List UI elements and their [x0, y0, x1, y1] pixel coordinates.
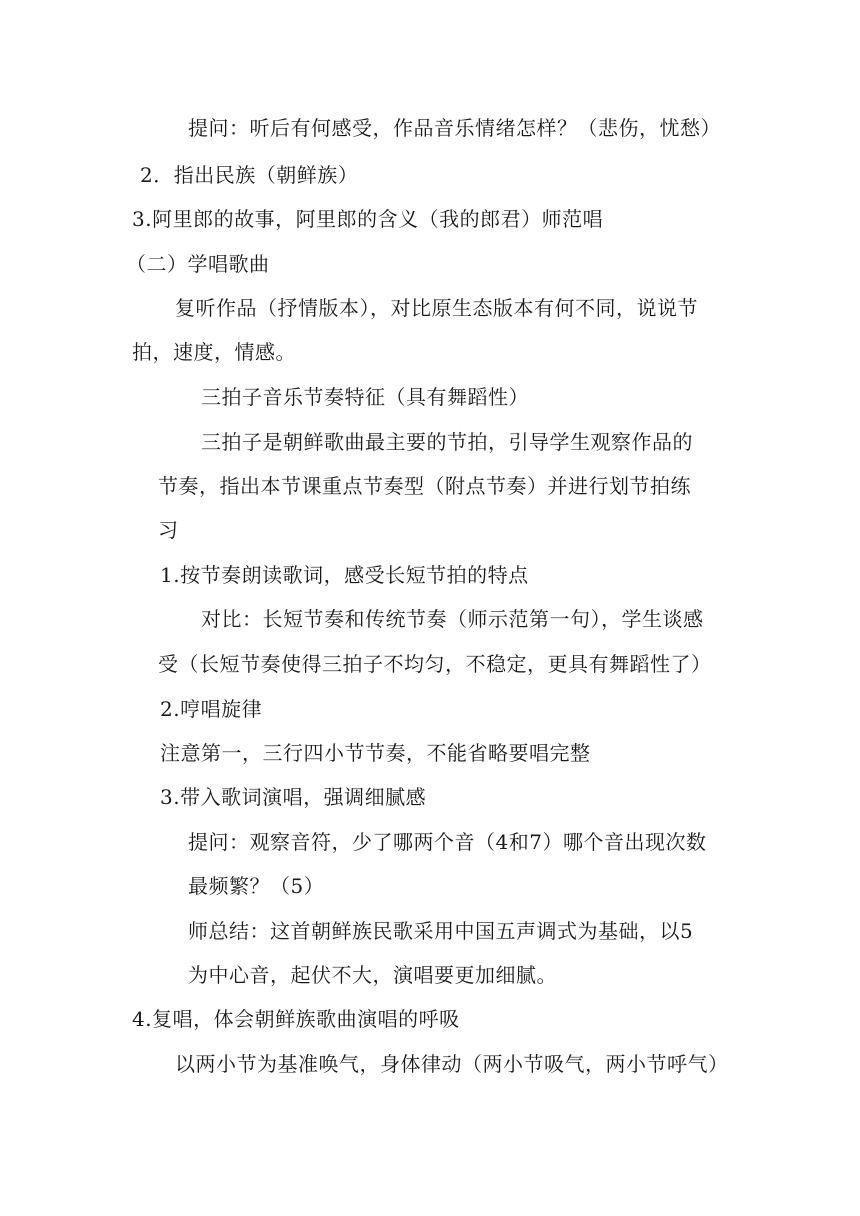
text-line-rhythm-type: 节奏，指出本节课重点节奏型（附点节奏）并进行划节拍练	[158, 474, 691, 498]
text-line-question-feeling: 提问：听后有何感受，作品音乐情绪怎样？（悲伤，忧愁）	[188, 116, 721, 140]
text-line-attention: 注意第一，三行四小节节奏，不能省略要唱完整	[160, 741, 591, 765]
text-line-triple-meter-feature: 三拍子音乐节奏特征（具有舞蹈性）	[201, 385, 529, 409]
text-line-sing-with-lyrics: 3.带入歌词演唱，强调细腻感	[160, 785, 427, 809]
text-line-relisten: 复听作品（抒情版本），对比原生态版本有何不同，说说节	[175, 296, 698, 320]
text-line-arirang-story: 3.阿里郎的故事，阿里郎的含义（我的郎君）师范唱	[132, 207, 604, 231]
text-line-practice: 习	[158, 518, 179, 542]
text-line-observe-notes: 提问：观察音符，少了哪两个音（4和7）哪个音出现次数	[188, 830, 707, 854]
text-line-compare-cont: 受（长短节奏使得三拍子不均匀，不稳定，更具有舞蹈性了）	[158, 652, 712, 676]
text-line-read-lyrics: 1.按节奏朗读歌词，感受长短节拍的特点	[160, 563, 529, 587]
section-heading-learn-song: （二）学唱歌曲	[126, 252, 270, 276]
text-line-ethnic-group: 2．指出民族（朝鲜族）	[140, 163, 359, 187]
text-line-breath-rhythm: 以两小节为基准唤气，身体律动（两小节吸气，两小节呼气）	[175, 1052, 729, 1076]
text-line-resing-breathing: 4.复唱，体会朝鲜族歌曲演唱的呼吸	[132, 1007, 460, 1031]
text-line-teacher-summary: 师总结：这首朝鲜族民歌采用中国五声调式为基础，以5	[188, 919, 694, 943]
text-line-teacher-summary-cont: 为中心音，起伏不大，演唱要更加细腻。	[188, 963, 557, 987]
text-line-hum-melody: 2.哼唱旋律	[160, 697, 263, 721]
text-line-triple-meter-desc: 三拍子是朝鲜歌曲最主要的节拍，引导学生观察作品的	[201, 430, 693, 454]
text-line-relisten-cont: 拍，速度，情感。	[132, 340, 296, 364]
text-line-observe-notes-cont: 最频繁？（5）	[188, 874, 325, 898]
text-line-compare: 对比：长短节奏和传统节奏（师示范第一句），学生谈感	[201, 607, 704, 631]
